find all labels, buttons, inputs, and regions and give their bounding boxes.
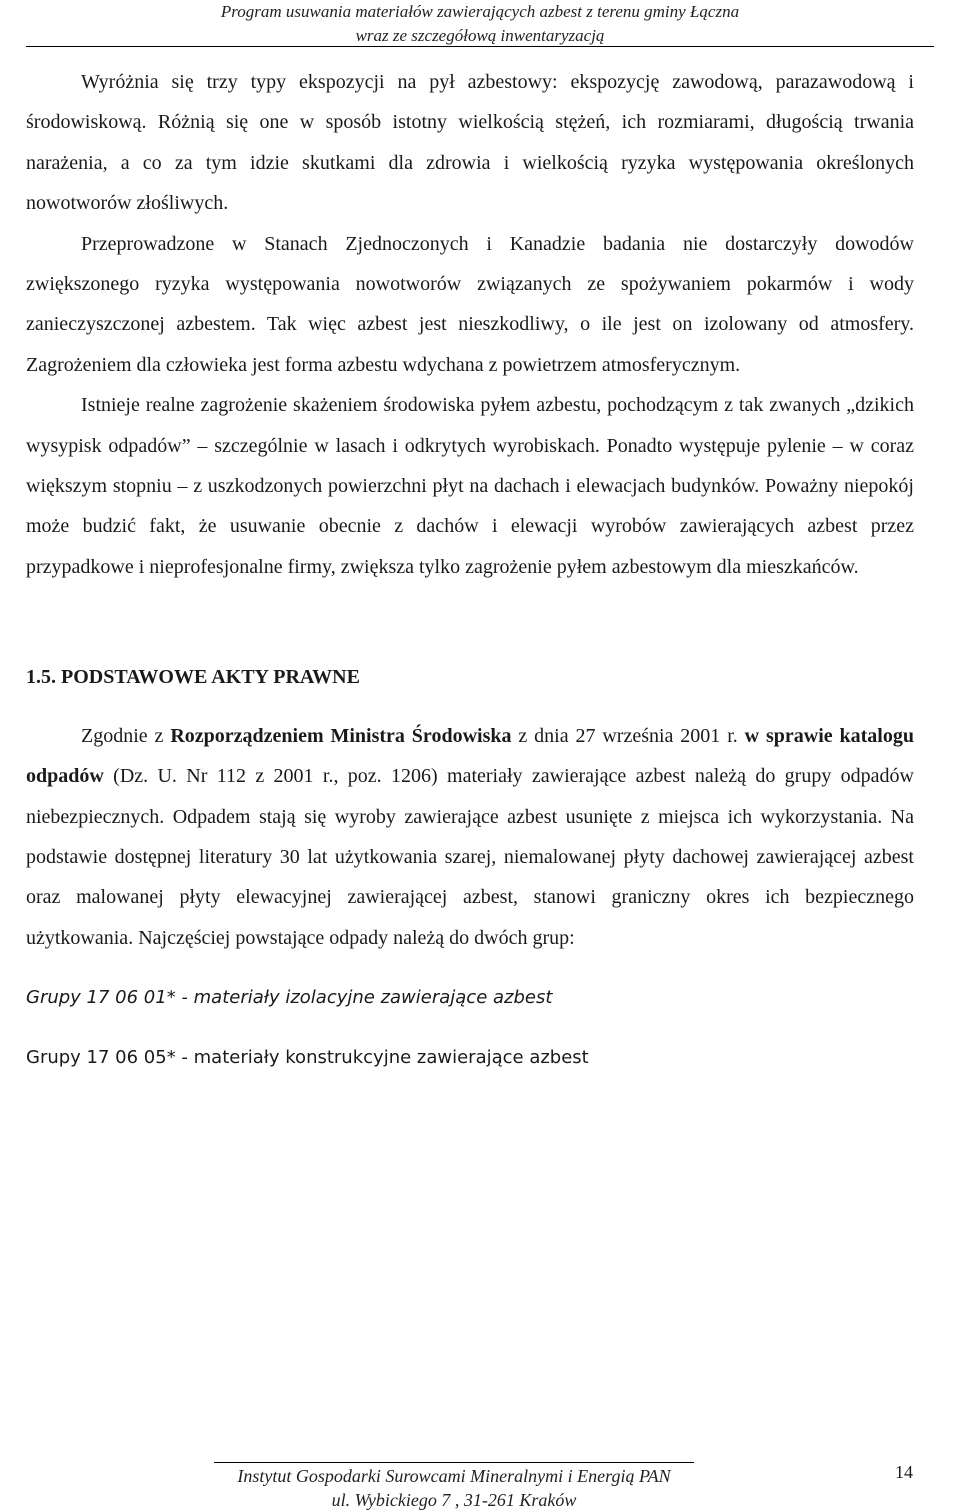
paragraph-legal-acts [26,716,914,958]
header-subtitle: wraz ze szczegółową inwentaryzacją [355,26,605,45]
regulation-name: Rozporządzeniem Ministra Środowiska [170,724,512,747]
paragraph-threat: Istnieje realne zagrożenie skażeniem środowiska pyłem azbestu, pochodzącym z tak zwanych „dzikich wysypisk odpadów” – szczególnie w lasach i odkrytych wyrobiskach. Ponadto występuje pylenie – w coraz większym stopniu – z uszkodzonych powierzchni płyt na dachach i elewacjach budynków. Poważny niepokój może budzić fakt, że usuwanie obecnie z dachów i elewacji wyrobów zawierających azbest przez przypadkowe i nieprofesjonalne firmy, zwiększa tylko zagrożenie pyłem azbestowym dla mieszkańców. [26,394,914,578]
footer-divider [214,1462,694,1463]
footer-institute: Instytut Gospodarki Surowcami Mineralnymi i Energią PAN [237,1466,671,1486]
page-footer [200,1464,708,1512]
header-divider [26,46,934,47]
waste-group-insulation: Grupy 17 06 01* - materiały izolacyjne zawierające azbest [26,987,553,1009]
legal-text-end: (Dz. U. Nr 112 z 2001 r., poz. 1206) materiały zawierające azbest należą do grupy odpadów niebezpiecznych. Odpadem stają się wyroby zawierające azbest usunięte z miejsca ich wykorzystania. Na podstawie dostępnej literatury 30 lat użytkowania szarej, niemalowanej płyty dachowej zawierającej azbest oraz malowanej płyty elewacyjnej zawierającej azbest, stanowi graniczny okres ich bezpiecznego użytkowania. Najczęściej powstające odpady należą do dwóch grup: [26,765,914,949]
waste-group-construction: Grupy 17 06 05* - materiały konstrukcyjne zawierające azbest [26,1047,589,1069]
legal-text-date: z dnia 27 września 2001 r. [511,724,745,747]
footer-address: ul. Wybickiego 7 , 31-261 Kraków [331,1490,577,1510]
page-header [0,0,960,48]
document-body [26,62,914,1070]
regulation-subject: w sprawie katalogu odpadów [26,724,914,788]
paragraph-exposure-types: Wyróżnia się trzy typy ekspozycji na pył azbestowy: ekspozycję zawodową, parazawodową i środowiskową. Różnią się one w sposób istotny wielkością stężeń, ich rozmiarami, długością trwania narażenia, a co za tym idzie skutkami dla zdrowia i wielkością ryzyka występowania określonych nowotworów złośliwych. [26,71,914,215]
section-heading: 1.5. PODSTAWOWE AKTY PRAWNE [26,666,360,689]
legal-text-start: Zgodnie z [81,724,171,747]
page-number: 14 [895,1462,913,1482]
paragraph-research: Przeprowadzone w Stanach Zjednoczonych i Kanadzie badania nie dostarczyły dowodów zwiększonego ryzyka występowania nowotworów związanych ze spożywaniem pokarmów i wody zanieczyszczonej azbestem. Tak więc azbest jest nieszkodliwy, o ile jest on izolowany od atmosfery. Zagrożeniem dla człowieka jest forma azbestu wdychana z powietrzem atmosferycznym. [26,232,914,376]
header-title: Program usuwania materiałów zawierających azbest z terenu gminy Łączna [220,2,740,21]
